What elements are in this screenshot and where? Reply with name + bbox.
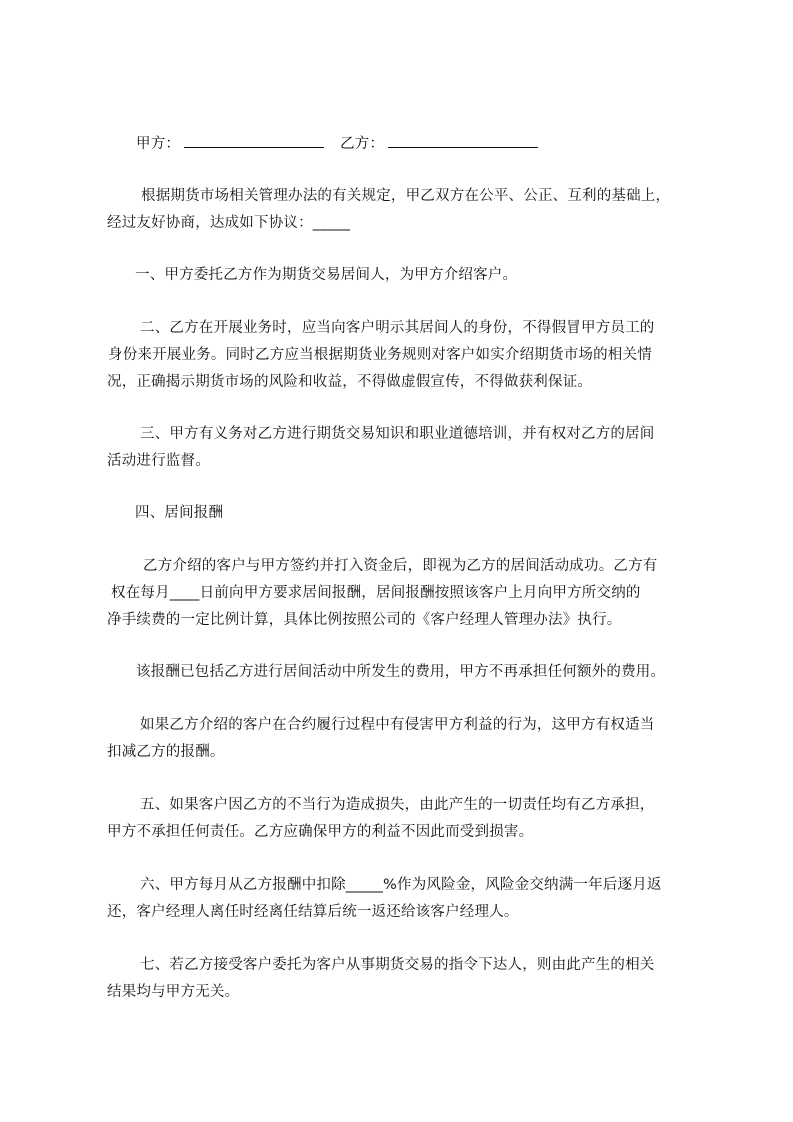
clause2-line-3: 况，正确揭示期货市场的风险和收益，不得做虚假宣传，不得做获利保证。 <box>107 374 593 390</box>
clause3-line-1: 三、甲方有义务对乙方进行期货交易知识和职业道德培训，并有权对乙方的居间 <box>140 426 655 442</box>
clause3-line-2: 活动进行监督。 <box>107 453 210 469</box>
clause1-line-1: 一、甲方委托乙方作为期货交易居间人，为甲方介绍客户。 <box>135 267 518 283</box>
clause4-p1-line-1: 乙方介绍的客户与甲方签约并打入资金后，即视为乙方的居间活动成功。乙方有 <box>143 558 658 574</box>
parties-line <box>136 133 538 154</box>
clause7-line-1: 七、若乙方接受客户委托为客户从事期货交易的指令下达人，则由此产生的相关 <box>140 957 655 973</box>
clause4-p3-line-2: 扣减乙方的报酬。 <box>107 744 225 760</box>
clause2-line-1: 二、乙方在开展业务时，应当向客户明示其居间人的身份，不得假冒甲方员工的 <box>140 320 655 336</box>
intro-line-1: 根据期货市场相关管理办法的有关规定，甲乙双方在公平、公正、互利的基础上， <box>141 188 671 204</box>
clause7-line-2: 结果均与甲方无关。 <box>107 984 240 1000</box>
clause6-line-1: 六、甲方每月从乙方报酬中扣除_____%作为风险金，风险金交纳满一年后逐月返 <box>140 877 662 893</box>
clause4-p1-line-3: 净手续费的一定比例计算，具体比例按照公司的《客户经理人管理办法》执行。 <box>107 612 622 628</box>
party-b-blank <box>388 133 538 148</box>
intro-line-2: 经过友好协商，达成如下协议：_____ <box>107 215 351 231</box>
clause4-heading: 四、居间报酬 <box>135 505 224 521</box>
clause6-line-2: 还，客户经理人离任时经离任结算后统一返还给该客户经理人。 <box>107 904 519 920</box>
party-a-blank <box>184 133 324 148</box>
clause5-line-2: 甲方不承担任何责任。乙方应确保甲方的利益不因此而受到损害。 <box>107 824 534 840</box>
clause4-p2-line-1: 该报酬已包括乙方进行居间活动中所发生的费用，甲方不再承担任何额外的费用。 <box>136 664 666 680</box>
party-a-label: 甲方： <box>136 136 181 152</box>
clause4-p3-line-1: 如果乙方介绍的客户在合约履行过程中有侵害甲方利益的行为，这甲方有权适当 <box>140 717 655 733</box>
clause2-line-2: 身份来开展业务。同时乙方应当根据期货业务规则对客户如实介绍期货市场的相关情 <box>108 347 652 363</box>
clause4-p1-line-2: 权在每月____日前向甲方要求居间报酬，居间报酬按照该客户上月向甲方所交纳的 <box>111 585 641 601</box>
clause5-line-1: 五、如果客户因乙方的不当行为造成损失，由此产生的一切责任均有乙方承担， <box>140 797 655 813</box>
party-b-label: 乙方： <box>340 136 385 152</box>
